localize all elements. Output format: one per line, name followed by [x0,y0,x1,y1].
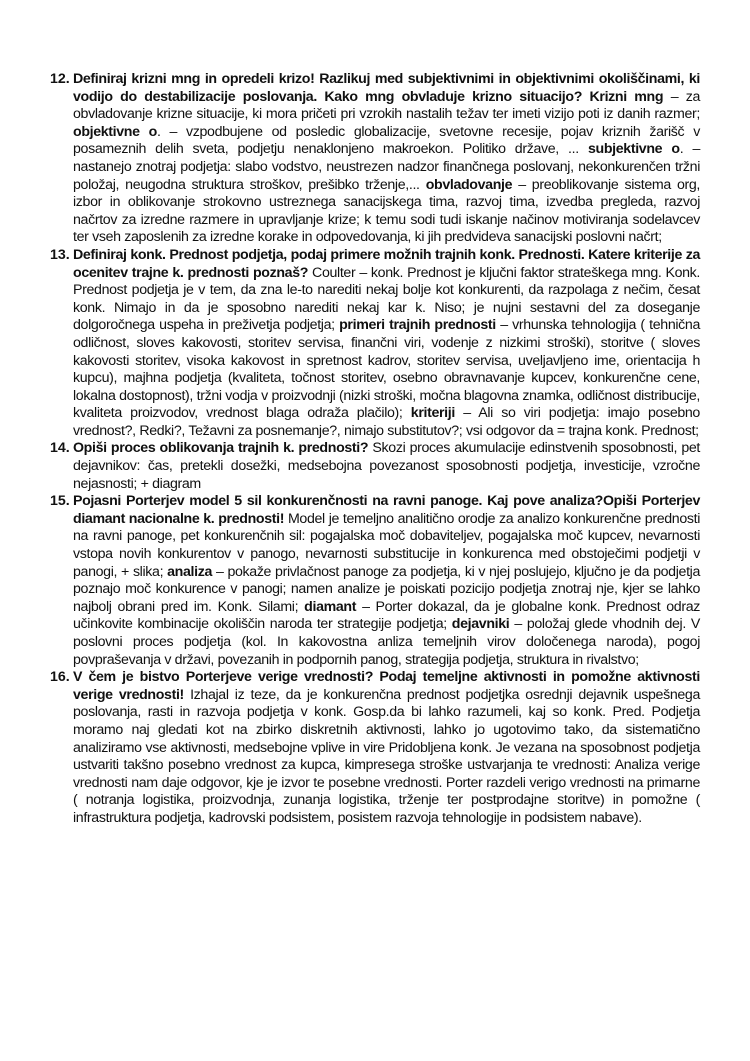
question-heading: Definiraj krizni mng in opredeli krizo! Razlikuj med subjektivnimi in objektivnimi okoliščinami, ki vodijo do destabilizacije poslovanja. Kako mng obvladuje krizno situacijo? Krizni mng [73,71,700,105]
answer-text: Izhajal iz teze, da je konkurenčna prednost podjetjka osrednji dejavnik uspešnega poslovanja, rasti in razvoja podjetja v konk. Gosp.da bi lahko razumeli, kaj so konk. Pred. Podjetja moramo naj gledati kot na zbirko diskretnih aktivnosti, lahko jo ugotovimo tako, da sistematično analiziramo vse aktivnosti, medsebojne vplive in vire Pridobljena konk. Je vezana na sposobnost podjetja ustvariti takšno posebno vrednost za kupca, kimpresega stroške ustvarjanja te vrednosti: Analiza verige vrednosti nam daje odgovor, kje je izvor te posebne vrednosti. Porter razdeli verigo vrednosti na primarne ( notranja logistika, proizvodnja, zunanja logistika, trženje ter postprodajne storitve) in pomožne ( infrastruktura podjetja, kadrovski podsistem, posistem razvoja tehnologije in podsistem nabave). [73,686,700,826]
question-text [73,493,700,669]
question-item-15 [50,493,700,669]
keyword: diamant [304,598,357,615]
answer-text: Coulter – konk. Prednost je ključni faktor strateškega mng. Konk. Prednost podjetja je v tem, da zna le-to narediti nekaj bolje kot konkurenti, da razpolaga z nečim, česat konk. Nimajo in da je sposobno narediti nekaj kar k. Niso; je nujni sestavni del za doseganje dolgoročnega uspeha in preživetja podjetja; [73,264,700,334]
question-text [73,440,700,493]
question-text [73,71,700,247]
keyword: primeri trajnih prednosti [339,317,496,334]
answer-text: – za obvladovanje krizne situacije, ki mora pričeti pri vzrokih nastalih težav ter imeti vizijo poti iz danih razmer; [73,88,701,123]
question-heading: Pojasni Porterjev model 5 sil konkurenčnosti na ravni panoge. Kaj pove analiza?Opiši Porterjev diamant nacionalne k. prednosti! [73,493,700,527]
keyword: analiza [167,563,212,580]
question-number: 15. [50,493,70,510]
question-item-16 [50,669,700,827]
answer-text: Skozi proces akumulacije edinstvenih sposobnosti, pet dejavnikov: čas, pretekli dosežki, medsebojna povezanost sposobnosti podjetja, investicije, vzročne nejasnosti; + diagram [73,440,700,492]
question-number: 12. [50,71,70,87]
question-number: 14. [50,440,70,457]
keyword: objektivne o [73,123,157,140]
answer-text: – preoblikovanje sistema org, izbor in oblikovanje strokovno ustreznega sanacijskega tima, razvoj tima, izvedba pregleda, razvoj načrtov za izredne razmere in upravljanje krize; k temu sodi tudi iskanje načinov motiviranja sodelavcev ter vseh zaposlenih za izredne korake in odpovedovanja, ki jih predvideva sanacijski poslovni načrt; [73,176,700,246]
question-text [73,669,700,827]
answer-text: – Porter dokazal, da je globalne konk. Prednost odraz učinkovite kombinacije okoliščin naroda ter strategije podjetja; [73,598,700,633]
answer-text: – položaj glede vhodnih dej. V poslovni proces podjetja (kol. In kakovostna anliza temeljnih virov določenega naroda), pogoj povpraševanja v državi, povezanih in podpornih panog, strategija podjetja, struktura in rivalstvo; [73,616,700,668]
question-text [73,247,700,441]
keyword: dejavniki [451,616,510,633]
question-heading: Opiši proces oblikovanja trajnih k. prednosti? [73,440,369,457]
question-item-13 [50,247,700,441]
answer-text: Model je temeljno analitično orodje za analizo konkurenčne prednosti na ravni panoge, pet konkurenčnih sil: pogajalska moč dobaviteljev, pogajalska moč kupcev, nevarnosti vstopa novih konkurentov v panogo, nevarnosti substitucije in konkurenca med obstoječimi podjetji v panogi, + slika; [73,510,700,580]
keyword: obvladovanje [425,176,513,193]
question-number: 16. [50,669,70,686]
answer-text: – Ali so viri podjetja: imajo posebno vrednost?, Redki?, Težavni za posnemanje?, nimajo substitutov?; vsi odgovor da = trajna konk. Prednost; [73,405,700,439]
question-number: 13. [50,246,70,263]
keyword: subjektivne o [588,141,680,158]
answer-text: – vrhunska tehnologija ( tehnična odličnost, sloves kakovosti, storitev servisa, finančni viri, vodenje z nizkimi stroški), storitve ( sloves kakovosti storitev, visoka kakovost in spretnost kadrov, storitev servisa, uveljavljeno ime, orientacija h kupcu), majhna podjetja (kvaliteta, točnost storitev, osebno obravnavanje kupcev, konkurenčne cene, lokalna dostopnost), tržni vodja v proizvodnji (nizki stroški, močna blagovna znamka, odličnost distribucije, kvaliteta proizvodov, vrednost blaga odraža plačilo); [73,317,700,422]
question-list [50,71,700,828]
question-item-14 [50,440,700,493]
keyword: kriteriji [410,405,455,422]
question-heading: V čem je bistvo Porterjeve verige vrednosti? Podaj temeljne aktivnosti in pomožne aktivnosti verige vrednosti! [73,669,700,703]
answer-text: . – nastanejo znotraj podjetja: slabo vodstvo, neustrezen nadzor finančnega poslovanj, nekonkurenčen tržni položaj, neugodna struktura stroškov, prešibko trženje,... [73,141,701,193]
answer-text: . – vzpodbujene od posledic globalizacije, svetovne recesije, pojav kriznih žarišč v posameznih delih sveta, podjetju nenaklonjeno makroekon. Politiko države, ... [73,123,700,158]
question-item-12 [50,71,700,247]
answer-text: – pokaže privlačnost panoge za podjetja, ki v njej poslujejo, ključno je da podjetja poznajo moč konkurence v panogi; namen analize je poiskati pozicijo podjetja znotraj nje, kjer se lahko najbolj obrani pred im. Konk. Silami; [73,563,701,615]
question-heading: Definiraj konk. Prednost podjetja, podaj primere možnih trajnih konk. Prednosti. Katere kriterije za ocenitev trajne k. prednosti poznaš? [73,246,700,281]
